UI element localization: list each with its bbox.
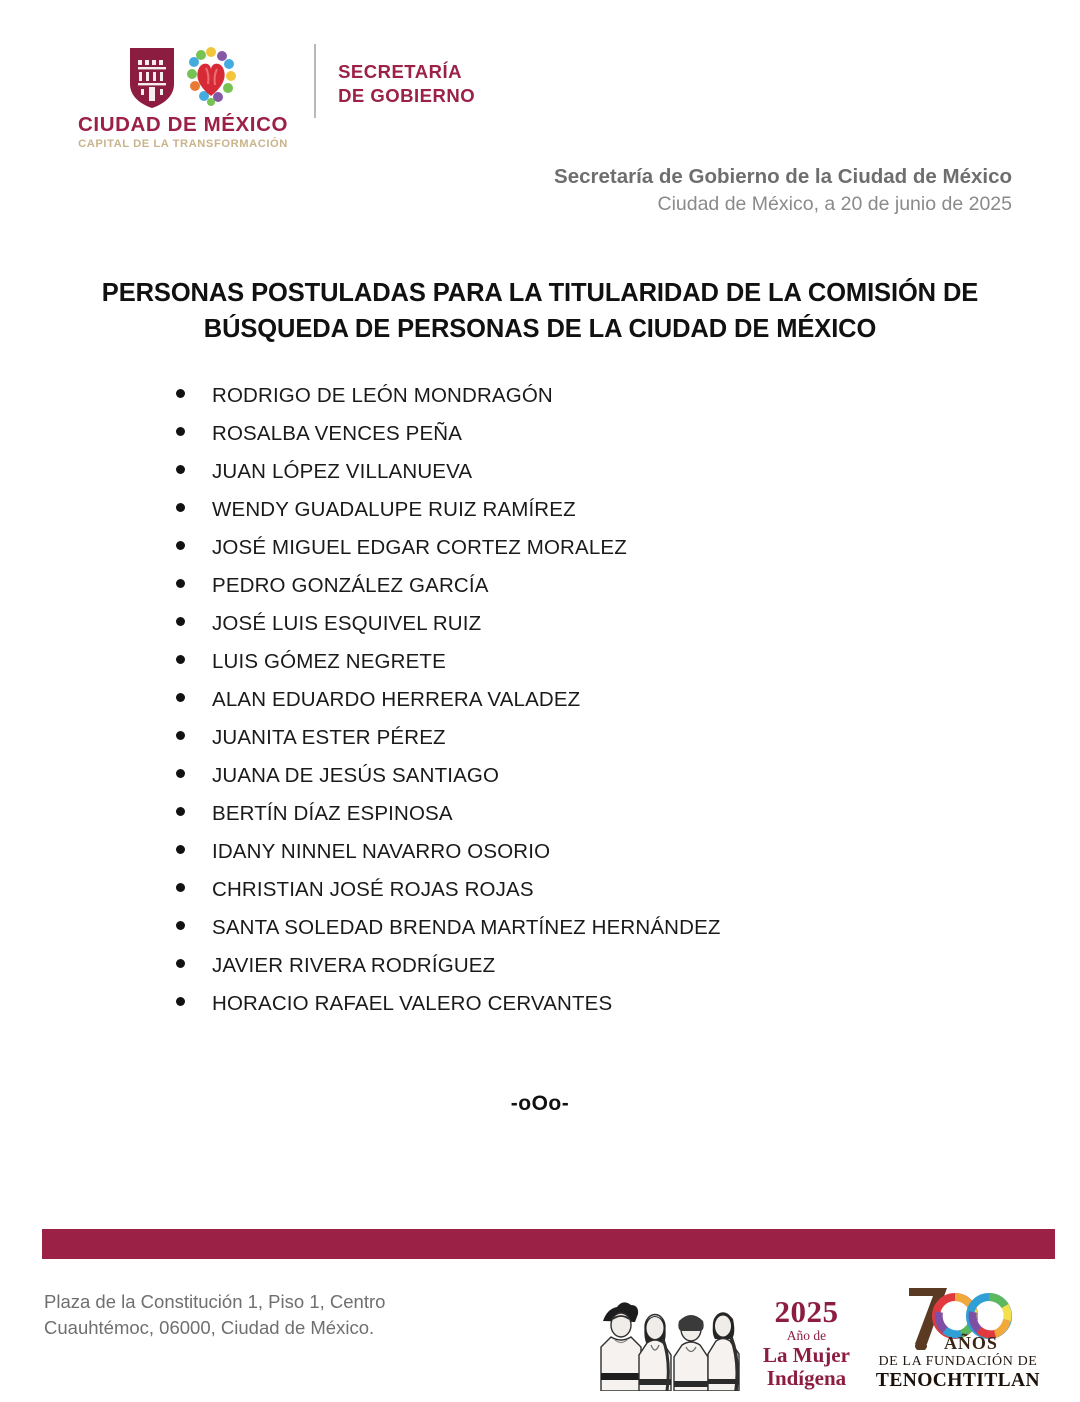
indigenous-women-illustration-icon bbox=[587, 1295, 755, 1391]
list-item bbox=[176, 612, 721, 650]
issuing-organization: Secretaría de Gobierno de la Ciudad de México bbox=[554, 165, 1012, 188]
bullet-icon bbox=[176, 921, 185, 930]
list-item bbox=[176, 384, 721, 422]
nominee-name: BERTÍN DÍAZ ESPINOSA bbox=[212, 802, 453, 825]
nominee-name: RODRIGO DE LEÓN MONDRAGÓN bbox=[212, 384, 553, 407]
mujer-indigena-logo bbox=[587, 1295, 850, 1391]
list-item bbox=[176, 726, 721, 764]
footer-rule bbox=[42, 1229, 1055, 1259]
nominee-name: HORACIO RAFAEL VALERO CERVANTES bbox=[212, 992, 613, 1015]
nominee-name: SANTA SOLEDAD BRENDA MARTÍNEZ HERNÁNDEZ bbox=[212, 916, 721, 939]
nominee-name: CHRISTIAN JOSÉ ROJAS ROJAS bbox=[212, 878, 534, 901]
cdmx-brand-block bbox=[78, 38, 288, 150]
bullet-icon bbox=[176, 769, 185, 778]
footer-address-line-1: Plaza de la Constitución 1, Piso 1, Centro bbox=[44, 1291, 386, 1312]
nominee-name: WENDY GUADALUPE RUIZ RAMÍREZ bbox=[212, 498, 576, 521]
footer-address bbox=[44, 1289, 385, 1342]
mujer-ano-de: Año de bbox=[786, 1327, 827, 1343]
nominee-name: JOSÉ LUIS ESQUIVEL RUIZ bbox=[212, 612, 482, 635]
secretaria-lockup bbox=[338, 60, 475, 107]
list-item bbox=[176, 916, 721, 954]
bullet-icon bbox=[176, 541, 185, 550]
nominee-name: JUAN LÓPEZ VILLANUEVA bbox=[212, 460, 473, 483]
bullet-icon bbox=[176, 731, 185, 740]
dateline: Ciudad de México, a 20 de junio de 2025 bbox=[657, 192, 1012, 215]
nominee-name: JOSÉ MIGUEL EDGAR CORTEZ MORALEZ bbox=[212, 536, 627, 559]
document-header bbox=[554, 163, 1012, 218]
tenochtitlan-line-2: TENOCHTITLAN bbox=[875, 1370, 1040, 1391]
bullet-icon bbox=[176, 693, 185, 702]
list-item bbox=[176, 802, 721, 840]
list-item bbox=[176, 422, 721, 460]
list-item bbox=[176, 992, 721, 1030]
list-item bbox=[176, 650, 721, 688]
page-title bbox=[70, 275, 1010, 347]
masthead bbox=[78, 38, 475, 150]
masthead-divider bbox=[314, 44, 316, 118]
nominee-name: PEDRO GONZÁLEZ GARCÍA bbox=[212, 574, 489, 597]
list-item bbox=[176, 536, 721, 574]
tenochtitlan-line-1: DE LA FUNDACIÓN DE bbox=[878, 1354, 1038, 1369]
nominee-name: JAVIER RIVERA RODRÍGUEZ bbox=[212, 954, 496, 977]
tenochtitlan-anos: AÑOS bbox=[943, 1333, 998, 1353]
cdmx-heart-emblem-icon bbox=[184, 46, 238, 110]
bullet-icon bbox=[176, 579, 185, 588]
cdmx-tagline: CAPITAL DE LA TRANSFORMACIÓN bbox=[78, 137, 288, 150]
bullet-icon bbox=[176, 617, 185, 626]
cdmx-shield-icon bbox=[128, 46, 176, 110]
mujer-indigena-text bbox=[763, 1293, 850, 1390]
bullet-icon bbox=[176, 503, 185, 512]
list-item bbox=[176, 688, 721, 726]
mujer-line-1: La Mujer bbox=[763, 1343, 850, 1368]
cdmx-wordmark: CIUDAD DE MÉXICO bbox=[78, 113, 289, 136]
secretaria-line-2: DE GOBIERNO bbox=[338, 84, 476, 106]
list-item bbox=[176, 460, 721, 498]
page-title-line-2: BÚSQUEDA DE PERSONAS DE LA CIUDAD DE MÉXICO bbox=[203, 315, 877, 344]
bullet-icon bbox=[176, 655, 185, 664]
bullet-icon bbox=[176, 959, 185, 968]
list-item bbox=[176, 498, 721, 536]
bullet-icon bbox=[176, 807, 185, 816]
list-item bbox=[176, 840, 721, 878]
tenochtitlan-logo bbox=[876, 1282, 1040, 1391]
nominee-name: LUIS GÓMEZ NEGRETE bbox=[212, 650, 446, 673]
nominee-list bbox=[176, 384, 721, 1030]
secretaria-line-1: SECRETARÍA bbox=[338, 61, 462, 82]
footer-logos bbox=[587, 1282, 1040, 1391]
mujer-line-2: Indígena bbox=[766, 1365, 847, 1390]
list-item bbox=[176, 954, 721, 992]
bullet-icon bbox=[176, 389, 185, 398]
footer-address-line-2: Cuauhtémoc, 06000, Ciudad de México. bbox=[44, 1317, 375, 1339]
closing-mark: -oOo- bbox=[510, 1092, 570, 1115]
bullet-icon bbox=[176, 997, 185, 1006]
bullet-icon bbox=[176, 845, 185, 854]
list-item bbox=[176, 764, 721, 802]
cdmx-emblems bbox=[128, 38, 238, 110]
page-title-line-1: PERSONAS POSTULADAS PARA LA TITULARIDAD DE LA COMISIÓN DE bbox=[101, 279, 979, 308]
nominee-name: JUANA DE JESÚS SANTIAGO bbox=[212, 764, 500, 787]
mujer-year: 2025 bbox=[774, 1293, 839, 1329]
list-item bbox=[176, 574, 721, 612]
nominee-name: ROSALBA VENCES PEÑA bbox=[212, 422, 463, 445]
bullet-icon bbox=[176, 465, 185, 474]
nominee-name: IDANY NINNEL NAVARRO OSORIO bbox=[212, 840, 551, 863]
bullet-icon bbox=[176, 883, 185, 892]
list-item bbox=[176, 878, 721, 916]
nominee-name: JUANITA ESTER PÉREZ bbox=[212, 726, 446, 749]
nominee-name: ALAN EDUARDO HERRERA VALADEZ bbox=[212, 688, 581, 711]
bullet-icon bbox=[176, 427, 185, 436]
